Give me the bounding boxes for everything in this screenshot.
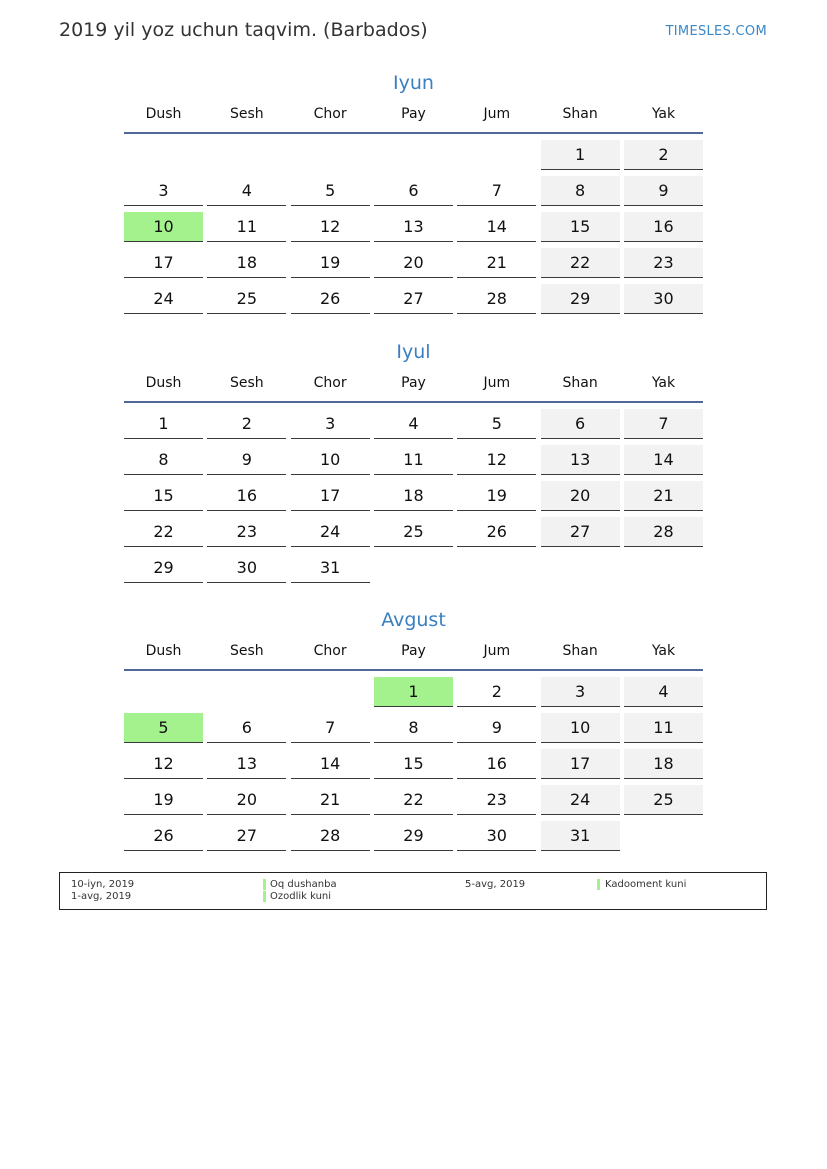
day-cell[interactable]: 21 (624, 481, 703, 511)
legend-swatch-1 (263, 879, 266, 890)
day-cell[interactable]: 20 (374, 248, 453, 278)
day-cell[interactable]: 3 (541, 677, 620, 707)
day-cell[interactable]: 26 (124, 821, 203, 851)
day-grid (124, 409, 703, 583)
day-cell[interactable]: 29 (124, 553, 203, 583)
day-cell[interactable]: 4 (207, 176, 286, 206)
legend-swatch-2 (263, 891, 266, 902)
day-cell[interactable]: 31 (291, 553, 370, 583)
day-cell[interactable]: 13 (374, 212, 453, 242)
empty-cell (207, 677, 286, 707)
day-cell[interactable]: 17 (541, 749, 620, 779)
week-row (124, 140, 703, 170)
weekday-label: Dush (145, 643, 182, 659)
day-cell[interactable]: 26 (291, 284, 370, 314)
day-cell[interactable]: 20 (207, 785, 286, 815)
day-cell[interactable]: 4 (624, 677, 703, 707)
legend-date-2: 1-avg, 2019 (71, 891, 132, 902)
day-cell[interactable]: 8 (541, 176, 620, 206)
day-cell[interactable]: 1 (124, 409, 203, 439)
week-row (124, 677, 703, 707)
weekday-label: Chor (313, 643, 347, 659)
week-row (124, 284, 703, 314)
day-cell[interactable]: 17 (291, 481, 370, 511)
day-cell[interactable]: 7 (291, 713, 370, 743)
day-cell[interactable]: 27 (207, 821, 286, 851)
brand-link[interactable]: TIMESLES.COM (665, 24, 767, 39)
day-cell[interactable]: 17 (124, 248, 203, 278)
day-cell[interactable]: 14 (624, 445, 703, 475)
week-row (124, 713, 703, 743)
day-cell[interactable]: 7 (457, 176, 536, 206)
day-cell[interactable]: 16 (624, 212, 703, 242)
day-cell[interactable]: 10 (541, 713, 620, 743)
empty-cell (374, 140, 453, 170)
month-title: Avgust (381, 609, 446, 631)
day-cell[interactable]: 8 (124, 445, 203, 475)
week-row (124, 176, 703, 206)
weekday-label: Pay (401, 643, 426, 659)
day-cell[interactable]: 30 (207, 553, 286, 583)
day-grid (124, 140, 703, 314)
day-cell[interactable]: 24 (541, 785, 620, 815)
weekday-header (124, 642, 703, 671)
week-row (124, 553, 703, 583)
week-row (124, 248, 703, 278)
weekday-label: Sesh (229, 643, 264, 659)
day-cell[interactable]: 1 (374, 677, 453, 707)
weekday-header (124, 105, 703, 134)
day-cell[interactable]: 9 (457, 713, 536, 743)
page-title: 2019 yil yoz uchun taqvim. (Barbados) (59, 19, 428, 41)
day-cell[interactable]: 19 (291, 248, 370, 278)
weekday-header (124, 374, 703, 403)
day-cell[interactable]: 23 (207, 517, 286, 547)
day-cell[interactable]: 8 (374, 713, 453, 743)
day-cell[interactable]: 31 (541, 821, 620, 851)
day-cell[interactable]: 21 (291, 785, 370, 815)
week-row (124, 785, 703, 815)
month-june (124, 68, 703, 320)
day-cell[interactable]: 5 (457, 409, 536, 439)
day-grid (124, 677, 703, 851)
week-row (124, 481, 703, 511)
day-cell[interactable]: 2 (624, 140, 703, 170)
day-cell[interactable]: 12 (291, 212, 370, 242)
weekday-label: Yak (651, 375, 676, 391)
day-cell[interactable]: 23 (457, 785, 536, 815)
day-cell[interactable]: 6 (374, 176, 453, 206)
day-cell[interactable]: 13 (207, 749, 286, 779)
day-cell[interactable]: 13 (541, 445, 620, 475)
day-cell[interactable]: 30 (624, 284, 703, 314)
day-cell[interactable]: 26 (457, 517, 536, 547)
weekday-label: Yak (651, 643, 676, 659)
day-cell[interactable]: 3 (124, 176, 203, 206)
day-cell[interactable]: 28 (624, 517, 703, 547)
day-cell[interactable]: 23 (624, 248, 703, 278)
empty-cell (291, 140, 370, 170)
week-row (124, 749, 703, 779)
day-cell[interactable]: 25 (624, 785, 703, 815)
weekday-label: Sesh (229, 106, 264, 122)
day-cell[interactable]: 24 (124, 284, 203, 314)
day-cell[interactable]: 25 (207, 284, 286, 314)
day-cell[interactable]: 20 (541, 481, 620, 511)
legend-date-3: 5-avg, 2019 (465, 879, 526, 890)
day-cell[interactable]: 5 (291, 176, 370, 206)
day-cell[interactable]: 1 (541, 140, 620, 170)
day-cell[interactable]: 16 (207, 481, 286, 511)
day-cell[interactable]: 3 (291, 409, 370, 439)
weekday-label: Pay (401, 375, 426, 391)
weekday-label: Yak (651, 106, 676, 122)
empty-cell (457, 553, 536, 583)
day-cell[interactable]: 7 (624, 409, 703, 439)
day-cell[interactable]: 22 (541, 248, 620, 278)
legend-holiday-3: Kadooment kuni (605, 879, 687, 890)
day-cell[interactable]: 28 (457, 284, 536, 314)
day-cell[interactable]: 14 (457, 212, 536, 242)
weekday-label: Jum (483, 375, 511, 391)
day-cell[interactable]: 15 (374, 749, 453, 779)
week-row (124, 517, 703, 547)
day-cell[interactable]: 9 (624, 176, 703, 206)
weekday-label: Sesh (229, 375, 264, 391)
weekday-label: Shan (562, 643, 598, 659)
day-cell[interactable]: 18 (374, 481, 453, 511)
day-cell[interactable]: 27 (374, 284, 453, 314)
weekday-label: Jum (483, 106, 511, 122)
day-cell[interactable]: 6 (541, 409, 620, 439)
day-cell[interactable]: 4 (374, 409, 453, 439)
weekday-label: Dush (145, 375, 182, 391)
legend-holiday-1: Oq dushanba (270, 879, 337, 890)
day-cell[interactable]: 12 (457, 445, 536, 475)
day-cell[interactable]: 10 (291, 445, 370, 475)
day-cell[interactable]: 16 (457, 749, 536, 779)
day-cell[interactable]: 27 (541, 517, 620, 547)
day-cell[interactable]: 11 (207, 212, 286, 242)
month-july (124, 337, 703, 589)
day-cell[interactable]: 21 (457, 248, 536, 278)
empty-cell (624, 821, 703, 851)
day-cell[interactable]: 10 (124, 212, 203, 242)
day-cell[interactable]: 24 (291, 517, 370, 547)
day-cell[interactable]: 22 (124, 517, 203, 547)
weekday-label: Chor (313, 375, 347, 391)
day-cell[interactable]: 29 (541, 284, 620, 314)
legend-holiday-2: Ozodlik kuni (270, 891, 332, 902)
day-cell[interactable]: 11 (624, 713, 703, 743)
day-cell[interactable]: 11 (374, 445, 453, 475)
weekday-label: Shan (562, 106, 598, 122)
weekday-label: Jum (483, 643, 511, 659)
empty-cell (124, 140, 203, 170)
empty-cell (291, 677, 370, 707)
day-cell[interactable]: 9 (207, 445, 286, 475)
day-cell[interactable]: 6 (207, 713, 286, 743)
day-cell[interactable]: 22 (374, 785, 453, 815)
empty-cell (457, 140, 536, 170)
weekday-label: Pay (401, 106, 426, 122)
weekday-label: Shan (562, 375, 598, 391)
empty-cell (374, 553, 453, 583)
weekday-label: Chor (313, 106, 347, 122)
month-title: Iyul (396, 341, 431, 363)
week-row (124, 821, 703, 851)
empty-cell (124, 677, 203, 707)
day-cell[interactable]: 28 (291, 821, 370, 851)
empty-cell (541, 553, 620, 583)
day-cell[interactable]: 2 (457, 677, 536, 707)
day-cell[interactable]: 19 (124, 785, 203, 815)
week-row (124, 212, 703, 242)
legend-swatch-3 (597, 879, 600, 890)
week-row (124, 445, 703, 475)
day-cell[interactable]: 25 (374, 517, 453, 547)
day-cell[interactable]: 19 (457, 481, 536, 511)
month-title: Iyun (393, 72, 434, 94)
month-august (124, 605, 703, 857)
empty-cell (207, 140, 286, 170)
empty-cell (624, 553, 703, 583)
day-cell[interactable]: 12 (124, 749, 203, 779)
legend-date-1: 10-iyn, 2019 (71, 879, 135, 890)
day-cell[interactable]: 30 (457, 821, 536, 851)
week-row (124, 409, 703, 439)
day-cell[interactable]: 18 (624, 749, 703, 779)
weekday-label: Dush (145, 106, 182, 122)
day-cell[interactable]: 29 (374, 821, 453, 851)
day-cell[interactable]: 15 (541, 212, 620, 242)
holiday-legend (59, 872, 767, 910)
day-cell[interactable]: 2 (207, 409, 286, 439)
day-cell[interactable]: 15 (124, 481, 203, 511)
day-cell[interactable]: 5 (124, 713, 203, 743)
day-cell[interactable]: 18 (207, 248, 286, 278)
day-cell[interactable]: 14 (291, 749, 370, 779)
